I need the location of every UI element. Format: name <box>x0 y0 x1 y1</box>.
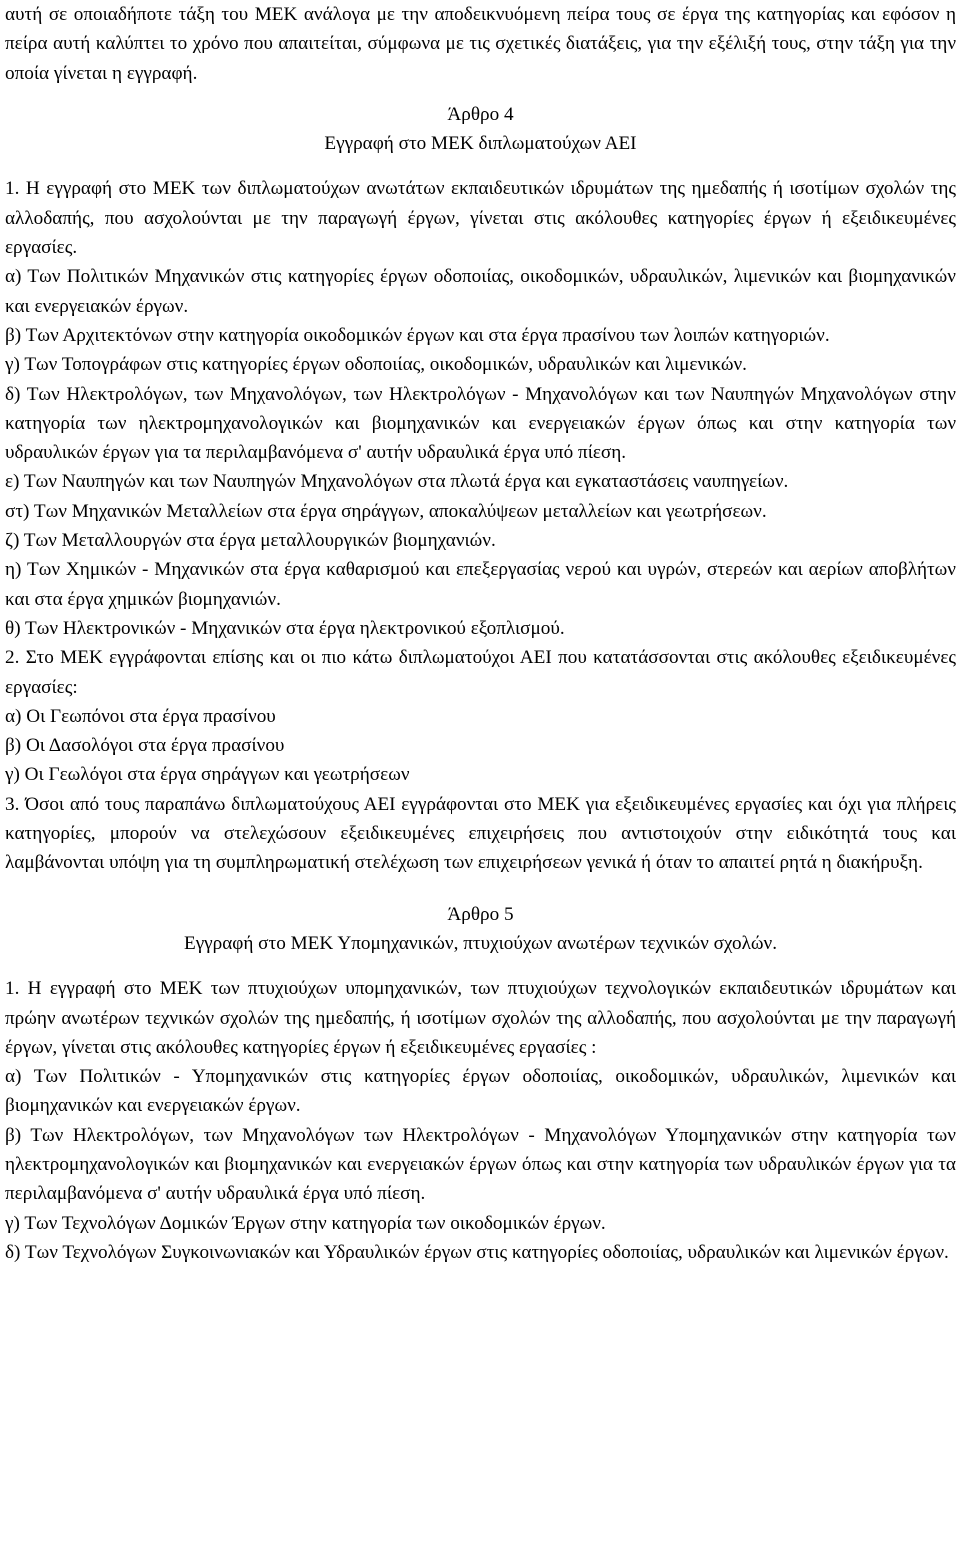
article-4-item-c: γ) Των Τοπογράφων στις κατηγορίες έργων οδοποιίας, οικοδομικών, υδραυλικών και λιμενικών. <box>5 354 747 376</box>
article-5-item-a: α) Των Πολιτικών - Υπομηχανικών στις κατηγορίες έργων οδοποιίας, οικοδομικών, υδραυλικών, λιμενικών και βιομηχανικών και ενεργειακών έργων. <box>5 1066 956 1117</box>
article-4-item-b: β) Των Αρχιτεκτόνων στην κατηγορία οικοδομικών έργων και στα έργα πρασίνου των λοιπών κατηγοριών. <box>5 324 830 346</box>
spacer <box>5 88 956 100</box>
article-4-item-th: θ) Των Ηλεκτρονικών - Μηχανικών στα έργα ηλεκτρονικού εξοπλισμού. <box>5 617 565 639</box>
spacer <box>5 158 956 174</box>
article-5-item-c: γ) Των Τεχνολόγων Δομικών Έργων στην κατηγορία των οικοδομικών έργων. <box>5 1212 606 1234</box>
article-4-item-z: ζ) Των Μεταλλουργών στα έργα μεταλλουργικών βιομηχανιών. <box>5 530 496 552</box>
article-4-item-h: η) Των Χημικών - Μηχανικών στα έργα καθαρισμού και επεξεργασίας νερού και υγρών, στερεών και αερίων αποβλήτων και στα έργα χημικών βιομηχανιών. <box>5 559 956 610</box>
article-5-number: Άρθρο 5 <box>447 903 514 925</box>
article-4-p2-item-c: γ) Οι Γεωλόγοι στα έργα σηράγγων και γεωτρήσεων <box>5 764 410 786</box>
article-4-item-a: α) Των Πολιτικών Μηχανικών στις κατηγορίες έργων οδοποιίας, οικοδομικών, υδραυλικών, λιμενικών και βιομηχανικών και ενεργειακών έργων. <box>5 266 956 317</box>
article-4-p2-item-b: β) Οι Δασολόγοι στα έργα πρασίνου <box>5 735 285 757</box>
article-4-item-d: δ) Των Ηλεκτρολόγων, των Μηχανολόγων, των Ηλεκτρολόγων - Μηχανολόγων και των Ναυπηγών Μηχανολόγων στην κατηγορία των ηλεκτρομηχανολογικών και βιομηχανικών και ενεργειακών έργων όπως και στην κατηγορία των υδραυλικών έργων για τα περιλαμβανόμενα σ' αυτήν υδραυλικά έργα υπό πίεση. <box>5 383 956 464</box>
article-5-paragraph-1: 1. Η εγγραφή στο ΜΕΚ των πτυχιούχων υπομηχανικών, των πτυχιούχων τεχνολογικών εκπαιδευτικών ιδρυμάτων και πρώην ανωτέρων τεχνικών σχολών της ημεδαπής, ή ισοτίμων σχολών της αλλοδαπής, που ασχολούνται με την παραγωγή έργων, γίνεται στις ακόλουθες κατηγορίες έργων ή εξειδικευμένες εργασίες : <box>5 978 956 1058</box>
article-5-title: Εγγραφή στο ΜΕΚ Υπομηχανικών, πτυχιούχων ανωτέρων τεχνικών σχολών. <box>183 932 778 954</box>
article-4-item-st: στ) Των Μηχανικών Μεταλλείων στα έργα σηράγγων, αποκαλύψεων μεταλλείων και γεωτρήσεων. <box>5 500 767 522</box>
article-4-item-e: ε) Των Ναυπηγών και των Ναυπηγών Μηχανολόγων στα πλωτά έργα και εγκαταστάσεις ναυπηγείων. <box>5 471 789 493</box>
article-5-item-d: δ) Των Τεχνολόγων Συγκοινωνιακών και Υδραυλικών έργων στις κατηγορίες οδοποιίας, υδραυλικών και λιμενικών έργων. <box>5 1241 949 1263</box>
article-5-item-b: β) Των Ηλεκτρολόγων, των Μηχανολόγων των Ηλεκτρολόγων - Μηχανολόγων Υπομηχανικών στην κατηγορία των ηλεκτρομηχανολογικών και βιομηχανικών και ενεργειακών έργων όπως και στην κατηγορία των υδραυλικών έργων για τα περιλαμβανόμενα σ' αυτήν υδραυλικά έργα υπό πίεση. <box>5 1124 956 1205</box>
article-4-paragraph-2: 2. Στο ΜΕΚ εγγράφονται επίσης και οι πιο κάτω διπλωματούχοι ΑΕΙ που κατατάσσονται στις ακόλουθες εξειδικευμένες εργασίες: <box>5 647 956 698</box>
article-4-paragraph-1: 1. Η εγγραφή στο ΜΕΚ των διπλωματούχων ανωτάτων εκπαιδευτικών ιδρυμάτων της ημεδαπής ή ισοτίμων σχολών της αλλοδαπής, που ασχολούνται με την παραγωγή έργων, γίνεται στις ακόλουθες κατηγορίες έργων ή εξειδικευμένες εργασίες. <box>5 178 956 259</box>
article-4-number: Άρθρο 4 <box>447 103 514 125</box>
intro-paragraph: αυτή σε οποιαδήποτε τάξη του ΜΕΚ ανάλογα με την αποδεικνυόμενη πείρα τους σε έργα της κατηγορίας και εφόσον η πείρα αυτή καλύπτει το χρόνο που απαιτείται, σύμφωνα με τις σχετικές διατάξεις, για την εξέλιξή τους, στην τάξη για την οποία γίνεται η εγγραφή. <box>5 4 956 84</box>
spacer <box>5 878 956 900</box>
article-4-p2-item-a: α) Οι Γεωπόνοι στα έργα πρασίνου <box>5 705 276 727</box>
article-4-paragraph-3: 3. Όσοι από τους παραπάνω διπλωματούχους ΑΕΙ εγγράφονται στο ΜΕΚ για εξειδικευμένες εργασίες και όχι για πλήρεις κατηγορίες, μπορούν να στελεχώσουν εξειδικευμένες επιχειρήσεις που αντιστοιχούν στην ειδικότητά τους και λαμβάνονται υπόψη για τη συμπληρωματική στελέχωση των επιχειρήσεων γενικά ή όταν το απαιτεί ρητά η διακήρυξη. <box>5 793 956 874</box>
article-4-title: Εγγραφή στο ΜΕΚ διπλωματούχων ΑΕΙ <box>324 133 637 155</box>
spacer <box>5 958 956 974</box>
document-page <box>5 0 956 1267</box>
